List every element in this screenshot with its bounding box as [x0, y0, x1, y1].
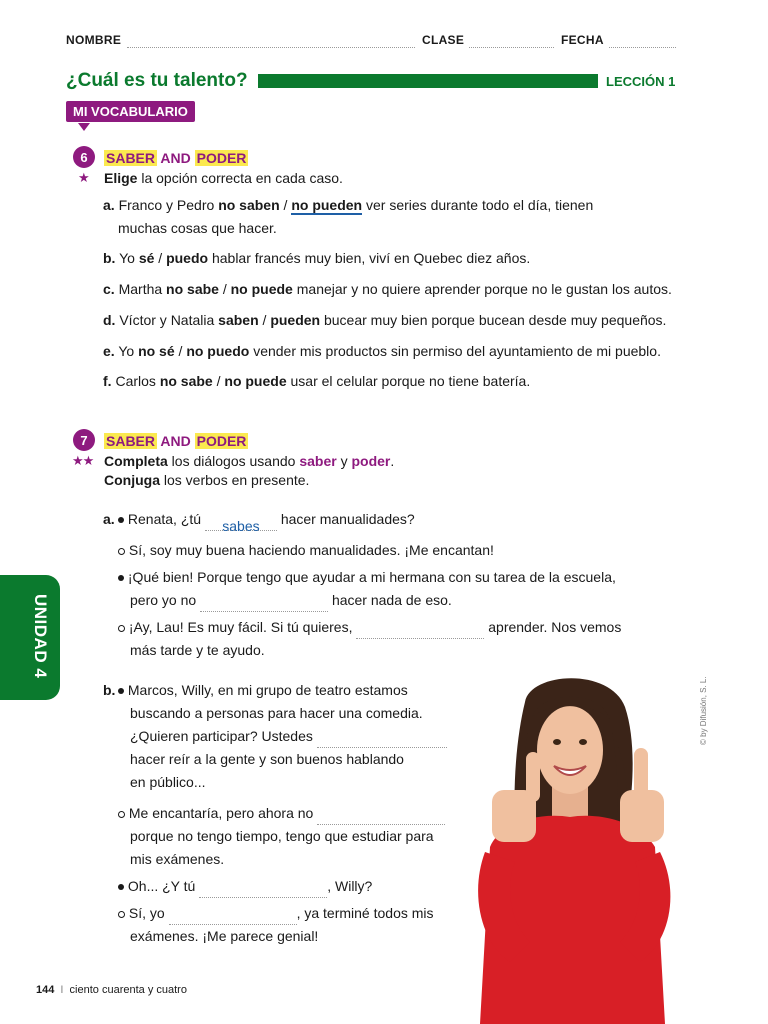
nombre-field[interactable] [127, 35, 415, 48]
answer-field[interactable]: sabes [205, 515, 277, 531]
clase-label: CLASE [422, 33, 465, 47]
option-2[interactable]: pueden [270, 312, 321, 328]
instruction-text: los diálogos usando [167, 453, 300, 469]
page-footer [36, 984, 187, 996]
exercise-6-title-saber: SABER [106, 150, 156, 166]
dialogue-text: ¡Qué bien! Porque tengo que ayudar a mi hermana con su tarea de la escuela, [127, 569, 616, 585]
dialogue-continuation: mis exámenes. [130, 851, 225, 867]
unit-tab-label: UNIDAD 4 [31, 594, 50, 679]
eye-shape [579, 739, 587, 745]
dialogue-continuation [118, 589, 718, 612]
item-text: ver series durante todo el día, tienen [362, 197, 594, 213]
instruction-verb: Elige [104, 170, 138, 186]
exercise-7-title-saber: SABER [106, 433, 156, 449]
answer-field[interactable] [200, 596, 328, 612]
dialogue-b-line-2 [118, 802, 468, 871]
fecha-field[interactable] [609, 35, 676, 48]
item-letter: a. [103, 197, 115, 213]
dialogue-text: hacer manualidades? [280, 511, 415, 527]
speaker-bullet-empty [118, 625, 125, 632]
exercise-7-title-and: AND [160, 433, 191, 449]
speaker-bullet-empty [118, 911, 125, 918]
exercise-7-title [104, 433, 248, 449]
speaker-bullet-filled [118, 575, 124, 581]
speaker-bullet-filled [118, 884, 124, 890]
left-thumb-shape [526, 752, 540, 802]
dialogue-continuation [118, 725, 468, 748]
keyword-saber: saber [299, 453, 337, 469]
dialogue-a-letter: a. [103, 511, 115, 527]
dialogue-b-line-1 [118, 679, 468, 794]
dialogue-b-letter: b. [103, 682, 116, 698]
option-1[interactable]: no sabe [159, 373, 213, 389]
option-separator: / [154, 250, 167, 266]
exercise-6-title [104, 150, 248, 166]
exercise-6-instruction [104, 169, 343, 187]
item-text: manejar y no quiere aprender porque no le gustan los autos. [292, 281, 672, 297]
dialogue-continuation: exámenes. ¡Me parece genial! [130, 928, 319, 944]
option-1[interactable]: sé [138, 250, 155, 266]
item-letter: f. [103, 373, 112, 389]
face-shape [537, 706, 603, 794]
item-text: Carlos [115, 373, 160, 389]
speaker-bullet-filled [118, 688, 124, 694]
option-1[interactable]: saben [218, 312, 259, 328]
exercise-6-title-poder: PODER [196, 150, 247, 166]
item-text: hablar francés muy bien, viví en Quebec diez años. [208, 250, 531, 266]
leccion-label: LECCIÓN 1 [606, 74, 676, 89]
item-letter: b. [103, 250, 116, 266]
item-letter: c. [103, 281, 115, 297]
answer-field[interactable] [317, 809, 445, 825]
item-text: Yo [118, 343, 139, 359]
dialogue-text: , ya terminé todos mis [296, 905, 434, 921]
dialogue-text: Oh... ¿Y tú [127, 878, 196, 894]
exercise-6-item-c [103, 278, 703, 301]
nombre-label: NOMBRE [66, 33, 122, 47]
item-text: Franco y Pedro [118, 197, 219, 213]
exercise-6-item-b [103, 247, 703, 270]
dialogue-a-line-4 [118, 616, 718, 662]
difficulty-star-icon: ★ [78, 170, 89, 185]
dialogue-continuation: más tarde y te ayudo. [130, 642, 265, 658]
instruction-text: los verbos en presente. [160, 472, 310, 488]
page-number: 144 [36, 984, 55, 996]
option-2[interactable]: no puedo [186, 343, 250, 359]
exercise-6-item-f [103, 370, 703, 393]
dialogue-text: Renata, ¿tú [127, 511, 202, 527]
answer-field[interactable] [169, 909, 297, 925]
instruction-text: . [390, 453, 395, 469]
dialogue-continuation: porque no tengo tiempo, tengo que estudiar para [130, 828, 434, 844]
option-2[interactable]: no puede [230, 281, 293, 297]
option-separator: / [258, 312, 271, 328]
vocabulary-badge: MI VOCABULARIO [66, 101, 195, 122]
option-2[interactable]: no puede [224, 373, 287, 389]
fecha-label: FECHA [561, 33, 604, 47]
girl-thumbs-up-photo [470, 672, 685, 1024]
dialogue-continuation: en público... [130, 774, 206, 790]
exercise-6-item-a [103, 194, 703, 240]
dialogue-b-line-3 [118, 875, 468, 898]
dialogue-text: aprender. Nos vemos [488, 619, 622, 635]
item-text: Martha [118, 281, 167, 297]
dialogue-text: , Willy? [327, 878, 373, 894]
item-letter: d. [103, 312, 116, 328]
difficulty-stars-icon: ★★ [72, 453, 94, 468]
option-1[interactable]: no saben [218, 197, 280, 213]
dialogue-a-line-1 [118, 508, 708, 534]
copyright-notice: © by Difusión, S. L. [699, 676, 708, 745]
dialogue-a-line-3 [118, 566, 718, 612]
instruction-text: y [336, 453, 352, 469]
exercise-6-item-e [103, 340, 703, 363]
dialogue-a-line-2 [118, 539, 708, 562]
option-separator: / [218, 281, 231, 297]
answer-field[interactable] [199, 882, 327, 898]
speaker-bullet-empty [118, 548, 125, 555]
dialogue-text: ¡Ay, Lau! Es muy fácil. Si tú quieres, [128, 619, 353, 635]
dialogue-text: ¿Quieren participar? Ustedes [130, 728, 313, 744]
dialogue-text: Sí, soy muy buena haciendo manualidades. ¡Me encantan! [128, 542, 494, 558]
selected-option[interactable]: no pueden [291, 197, 363, 213]
vocabulary-badge-tail [78, 123, 90, 131]
eye-shape [553, 739, 561, 745]
exercise-7-number: 7 [73, 429, 95, 451]
option-1[interactable]: no sabe [166, 281, 219, 297]
item-text: bucear muy bien porque bucean desde muy pequeños. [320, 312, 667, 328]
option-1[interactable]: no sé [138, 343, 175, 359]
option-separator: / [212, 373, 225, 389]
answer-field[interactable] [317, 732, 447, 748]
instruction-text: la opción correcta en cada caso. [137, 170, 343, 186]
instruction-verb: Completa [104, 453, 168, 469]
dialogue-text: Me encantaría, pero ahora no [128, 805, 314, 821]
exercise-6-number: 6 [73, 146, 95, 168]
exercise-7-instruction-2 [104, 471, 309, 489]
item-text-line-2: muchas cosas que hacer. [118, 220, 277, 236]
title-bar [258, 74, 598, 88]
instruction-verb: Conjuga [104, 472, 160, 488]
page-title: ¿Cuál es tu talento? [66, 70, 248, 91]
option-separator: / [279, 197, 292, 213]
item-letter: e. [103, 343, 115, 359]
clase-field[interactable] [469, 35, 554, 48]
item-text: usar el celular porque no tiene batería. [286, 373, 531, 389]
keyword-poder: poder [351, 453, 391, 469]
dialogue-continuation: hacer reír a la gente y son buenos hablando [130, 751, 404, 767]
exercise-7-title-poder: PODER [196, 433, 247, 449]
footer-separator: I [60, 984, 64, 996]
dialogue-text: hacer nada de eso. [331, 592, 452, 608]
item-text: Víctor y Natalia [119, 312, 219, 328]
exercise-6-title-and: AND [160, 150, 191, 166]
dialogue-b-line-4 [118, 902, 468, 948]
dialogue-text: pero yo no [130, 592, 197, 608]
exercise-6-item-d [103, 309, 703, 332]
speaker-bullet-filled [118, 517, 124, 523]
right-thumb-shape [634, 748, 648, 800]
item-text: Yo [119, 250, 139, 266]
dialogue-text: Marcos, Willy, en mi grupo de teatro estamos [127, 682, 408, 698]
option-separator: / [174, 343, 187, 359]
item-text: vender mis productos sin permiso del ayuntamiento de mi pueblo. [249, 343, 661, 359]
exercise-7-instruction-1 [104, 452, 394, 470]
dialogue-text: Sí, yo [128, 905, 165, 921]
dialogue-continuation: buscando a personas para hacer una comedia. [130, 705, 423, 721]
page-number-words: ciento cuarenta y cuatro [69, 984, 187, 996]
option-2[interactable]: puedo [166, 250, 209, 266]
speaker-bullet-empty [118, 811, 125, 818]
answer-field[interactable] [356, 623, 484, 639]
